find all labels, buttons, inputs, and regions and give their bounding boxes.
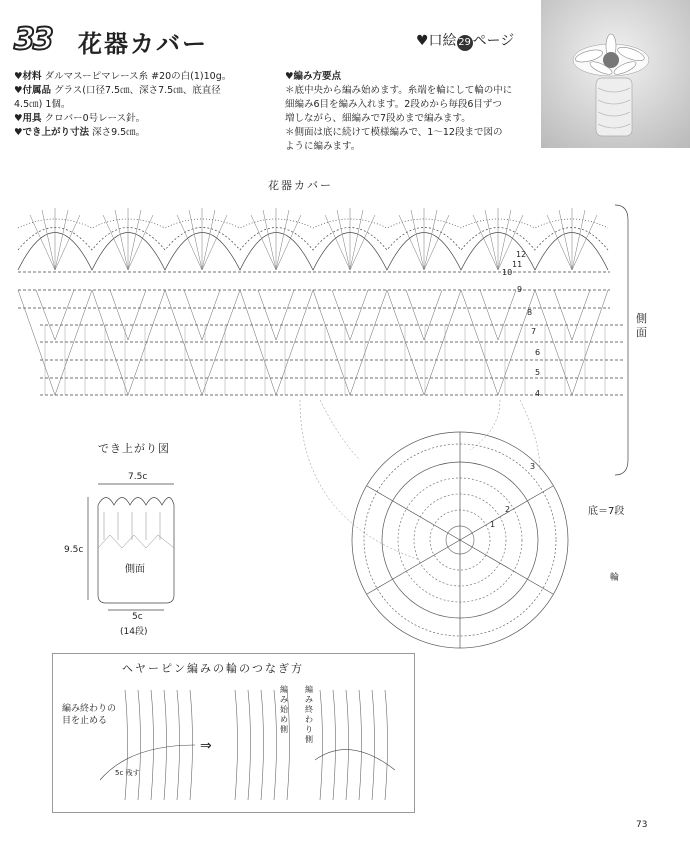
base-row-number: 3 (530, 462, 536, 471)
base-row-number: 1 (490, 520, 496, 529)
method-line: ＊側面は底に続けて模様編みで、1〜12段まで図の (285, 127, 503, 138)
finished-height: 9.5c (64, 545, 84, 555)
page-ref-suffix: ページ (472, 33, 515, 49)
method-heading: ♥編み方要点 (285, 71, 342, 82)
method-line: ＊底中央から編み始めます。糸端を輪にして輪の中に (285, 85, 513, 96)
method-line: 細編み6目を編み入れます。2段めから毎段6目ずつ (285, 99, 502, 110)
row-number: 4 (535, 389, 541, 398)
pattern-number: 33 (14, 22, 52, 57)
row-number: 5 (535, 368, 541, 377)
page-number: 73 (636, 820, 648, 830)
hairpin-title: ヘヤーピン編みの輪のつなぎ方 (122, 662, 304, 675)
finished-side-label: 側面 (125, 564, 145, 575)
base-row-number: 2 (505, 505, 511, 514)
accessories-line-cont: 4.5㎝) 1個。 (14, 99, 71, 110)
finished-width-bottom: 5c (132, 612, 143, 622)
ring-label: 輪 (610, 573, 620, 583)
finished-title: でき上がり図 (98, 442, 170, 455)
finished-width-top: 7.5c (128, 472, 148, 482)
hairpin-label-end: 編み終わり側 (305, 685, 313, 744)
hairpin-arrow: ⇒ (200, 738, 212, 754)
size-line: ♥でき上がり寸法 深さ9.5㎝。 (14, 127, 146, 138)
hairpin-section (52, 653, 415, 813)
tools-line: ♥用具 クロバー0号レース針。 (14, 113, 146, 124)
page-ref-number: 29 (457, 35, 473, 51)
row-number: 7 (531, 327, 537, 336)
row-number: 12 (516, 250, 527, 259)
base-circle-chart (352, 432, 568, 648)
base-label: 底＝7段 (588, 506, 625, 517)
row-number: 10 (502, 268, 513, 277)
page-title: 花器カバー (78, 30, 208, 58)
row-number: 9 (517, 285, 523, 294)
materials-line: ♥材料 ダルマスーピマレース糸 #20の白(1)10g。 (14, 71, 232, 82)
hairpin-small-note: 5c 残す (115, 769, 140, 777)
finished-shape (88, 484, 174, 610)
hairpin-label-start: 編み始め側 (280, 685, 288, 734)
row-number: 6 (535, 348, 541, 357)
side-label: 側面 (636, 312, 647, 339)
row-number: 11 (512, 260, 523, 269)
finished-rows-bottom: (14段) (120, 627, 148, 637)
method-line: ように編みます。 (285, 141, 361, 152)
row-number: 8 (527, 308, 533, 317)
hairpin-note-left: 編み終わりの目を止める (62, 704, 117, 726)
page-ref-prefix: ♥口絵 (416, 33, 457, 49)
chart-title: 花器カバー (268, 179, 333, 192)
method-line: 増しながら、細編みで7段めまで編みます。 (285, 113, 471, 124)
accessories-line: ♥付属品 グラス(口径7.5㎝、深さ7.5㎝、底直径 (14, 85, 221, 96)
